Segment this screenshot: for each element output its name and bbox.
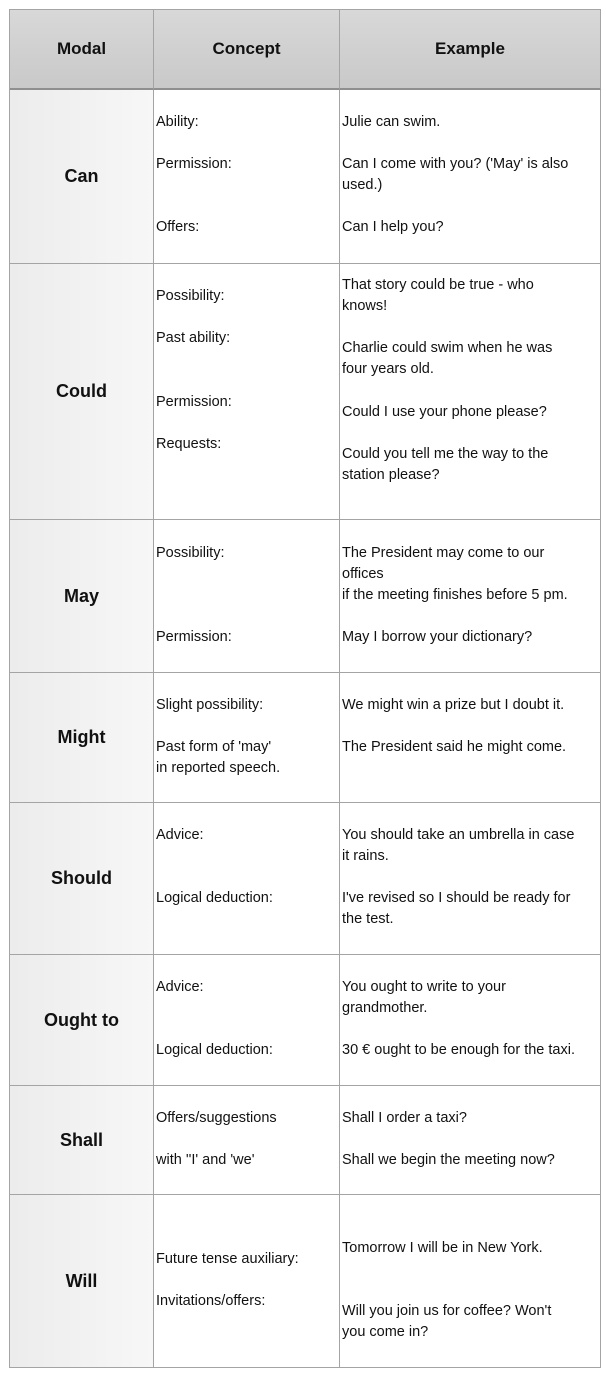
modal-will: Will (10, 1195, 154, 1368)
example-line: That story could be true - who (342, 277, 534, 293)
example-line: 30 € ought to be enough for the taxi. (342, 1042, 575, 1058)
example-line: you come in? (342, 1324, 429, 1340)
concept-may (154, 520, 340, 673)
header-example: Example (340, 10, 601, 90)
concept-line: Advice: (156, 827, 204, 843)
modal-might: Might (10, 673, 154, 803)
concept-can (154, 90, 340, 264)
concept-line: Past form of 'may' (156, 739, 272, 755)
concept-ought-to (154, 955, 340, 1086)
modal-verbs-table (9, 9, 601, 1368)
concept-will (154, 1195, 340, 1368)
example-can (340, 90, 601, 264)
concept-line: with ''I' and 'we' (156, 1152, 255, 1168)
example-line: used.) (342, 177, 383, 193)
concept-line: Invitations/offers: (156, 1293, 266, 1309)
example-may (340, 520, 601, 673)
example-will (340, 1195, 601, 1368)
modal-may: May (10, 520, 154, 673)
example-line: The President said he might come. (342, 739, 567, 755)
header-modal: Modal (10, 10, 154, 90)
example-line: knows! (342, 298, 388, 314)
example-line: four years old. (342, 361, 434, 377)
concept-line: Past ability: (156, 330, 231, 346)
modal-can: Can (10, 90, 154, 264)
example-line: Julie can swim. (342, 114, 441, 130)
concept-line: Slight possibility: (156, 697, 264, 713)
example-line: May I borrow your dictionary? (342, 629, 533, 645)
concept-line: Possibility: (156, 545, 225, 561)
example-line: Tomorrow I will be in New York. (342, 1240, 543, 1256)
example-line: Could you tell me the way to the (342, 446, 549, 462)
concept-line: in reported speech. (156, 760, 281, 776)
example-line: We might win a prize but I doubt it. (342, 697, 565, 713)
concept-line: Requests: (156, 436, 222, 452)
example-shall (340, 1086, 601, 1195)
concept-line: Offers/suggestions (156, 1110, 277, 1126)
header-concept: Concept (154, 10, 340, 90)
concept-line: Future tense auxiliary: (156, 1251, 299, 1267)
example-line: Can I come with you? ('May' is also (342, 156, 569, 172)
modal-shall: Shall (10, 1086, 154, 1195)
example-line: Will you join us for coffee? Won't (342, 1303, 552, 1319)
concept-line: Logical deduction: (156, 890, 273, 906)
example-line: grandmother. (342, 1000, 428, 1016)
example-line: Could I use your phone please? (342, 404, 547, 420)
concept-line: Permission: (156, 156, 232, 172)
example-line: if the meeting finishes before 5 pm. (342, 587, 568, 603)
modal-could: Could (10, 264, 154, 520)
concept-line: Advice: (156, 979, 204, 995)
concept-line: Possibility: (156, 288, 225, 304)
example-line: The President may come to our (342, 545, 545, 561)
example-line: I've revised so I should be ready for (342, 890, 571, 906)
example-ought-to (340, 955, 601, 1086)
modal-ought-to: Ought to (10, 955, 154, 1086)
concept-line: Logical deduction: (156, 1042, 273, 1058)
example-line: Shall I order a taxi? (342, 1110, 467, 1126)
example-could (340, 264, 601, 520)
modal-should: Should (10, 803, 154, 955)
example-line: Shall we begin the meeting now? (342, 1152, 555, 1168)
example-line: Can I help you? (342, 219, 444, 235)
concept-line: Permission: (156, 394, 232, 410)
example-line: the test. (342, 911, 394, 927)
example-line: station please? (342, 467, 440, 483)
concept-line: Permission: (156, 629, 232, 645)
concept-could (154, 264, 340, 520)
concept-should (154, 803, 340, 955)
example-line: You should take an umbrella in case (342, 827, 575, 843)
concept-might (154, 673, 340, 803)
example-should (340, 803, 601, 955)
example-line: You ought to write to your (342, 979, 506, 995)
example-line: offices (342, 566, 384, 582)
example-line: Charlie could swim when he was (342, 340, 553, 356)
example-line: it rains. (342, 848, 389, 864)
concept-line: Offers: (156, 219, 200, 235)
example-might (340, 673, 601, 803)
concept-line: Ability: (156, 114, 199, 130)
concept-shall (154, 1086, 340, 1195)
